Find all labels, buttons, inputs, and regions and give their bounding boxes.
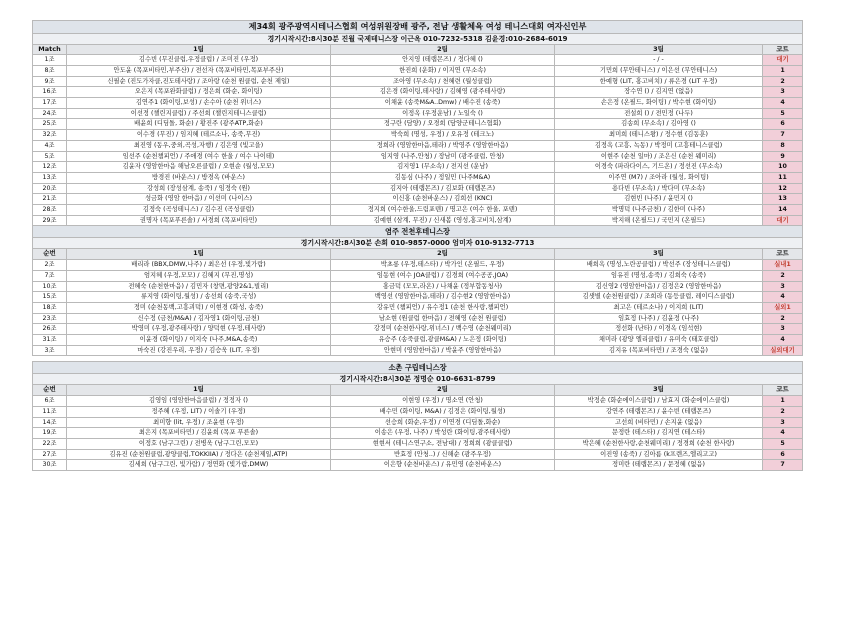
- team2-cell: 정지희 (여수한울,드림포텐) / 명고은 (여수 한울, 포텐): [331, 205, 555, 216]
- court-cell: 11: [763, 172, 803, 183]
- venue-row: [33, 226, 803, 238]
- court-cell: 2: [763, 313, 803, 324]
- court-cell: 2: [763, 270, 803, 281]
- team2-cell: 이송은 (우정, 나주) / 박성란 (화이팅,광주테사랑): [331, 428, 555, 439]
- court-cell: 1: [763, 65, 803, 76]
- court-cell: 1: [763, 396, 803, 407]
- venue-info: 경기시작시간:8시30분 손희 010-9857-0000 엄미자 010-9132-7713: [33, 238, 803, 249]
- team3-cell: 김샛별 (순천원클럽) / 조희라 (동등클럽, 레이디스클럽): [555, 292, 763, 303]
- group-cell: 14조: [33, 417, 67, 428]
- group-cell: 8조: [33, 65, 67, 76]
- table-row: [33, 205, 803, 216]
- draw-table: [32, 20, 803, 471]
- court-cell: 실내1: [763, 260, 803, 271]
- team1-cell: 정미 (순천동백,고흥괴덕) / 이현경 (화성, 송죽): [67, 302, 331, 313]
- team3-cell: - / -: [555, 55, 763, 66]
- column-header: 순번: [33, 249, 67, 260]
- table-row: [33, 130, 803, 141]
- team2-cell: 반효정 (안청..) / 신해순 (광주우정): [331, 449, 555, 460]
- team2-cell: 안지영 (테랩몬즈) / 정다혜 (): [331, 55, 555, 66]
- table-row: [33, 406, 803, 417]
- team2-cell: 김예현 (삼계, 무진) / 신새봄 (영성,홍고비치,삼계): [331, 215, 555, 226]
- team1-cell: 성금화 (영암 한마음) / 이선미 (나이스): [67, 194, 331, 205]
- team3-cell: 정선화 (난타) / 이경옥 (임석현): [555, 324, 763, 335]
- team1-cell: 방경진 (바운스) / 방경옥 (바운스): [67, 172, 331, 183]
- group-cell: 27조: [33, 449, 67, 460]
- column-header: 1팀: [67, 44, 331, 55]
- team1-cell: 안도윤 (목포비타민,부주산) / 전선자 (목포비타민,목포부주산): [67, 65, 331, 76]
- venue-title: 소촌 구립테니스장: [33, 362, 803, 374]
- team1-cell: 권명자 (목포푸른솔) / 서경희 (목포비타민): [67, 215, 331, 226]
- header-row: [33, 385, 803, 396]
- team1-cell: 신필순 (진도가자클,진도테사랑) / 조아랑 (순천 원클럽, 순천 제일): [67, 76, 331, 87]
- team1-cell: 최미향 (lit, 우정) / 조윤현 (우정): [67, 417, 331, 428]
- team3-cell: 김송희 (무소속) / 김아영 (): [555, 119, 763, 130]
- group-cell: 19조: [33, 428, 67, 439]
- court-cell: 실외1: [763, 302, 803, 313]
- team3-cell: 전설희 () / 전민정 (나두): [555, 108, 763, 119]
- column-header: 3팀: [555, 385, 763, 396]
- group-cell: 3조: [33, 345, 67, 356]
- team1-cell: 배리라 (BBX,DMW,나주) / 최은선 (우정,빛가람): [67, 260, 331, 271]
- table-row: [33, 140, 803, 151]
- column-header: 코트: [763, 385, 803, 396]
- court-cell: 4: [763, 98, 803, 109]
- team3-cell: 임유진 (명성,송죽) / 김희숙 (송죽): [555, 270, 763, 281]
- court-cell: 5: [763, 108, 803, 119]
- column-header: 2팀: [331, 44, 555, 55]
- team1-cell: 류지영 (화이팅,월성) / 송선희 (송죽,국성): [67, 292, 331, 303]
- team2-cell: 이정옥 (우정운남) / 노일숙 (): [331, 108, 555, 119]
- team3-cell: 문정란 (테스타) / 김지연 (테스타): [555, 428, 763, 439]
- column-header: 코트: [763, 44, 803, 55]
- column-header: Match: [33, 44, 67, 55]
- team3-cell: 최고은 (테르소나) / 이지희 (LIT): [555, 302, 763, 313]
- court-cell: 9: [763, 151, 803, 162]
- group-cell: 2조: [33, 260, 67, 271]
- team3-cell: 이현주 (순천 일마) / 조은신 (순천 웨미리): [555, 151, 763, 162]
- team2-cell: 박초롱 (우정,테스타) / 박가인 (온필드, 우정): [331, 260, 555, 271]
- table-row: [33, 260, 803, 271]
- table-row: [33, 162, 803, 173]
- info-row: [33, 374, 803, 385]
- team1-cell: 김정숙 (곡성테니스) / 김수진 (곡성클럽): [67, 205, 331, 216]
- court-cell: 3: [763, 281, 803, 292]
- court-cell: 7: [763, 460, 803, 471]
- court-cell: 4: [763, 335, 803, 346]
- column-header: 1팀: [67, 385, 331, 396]
- group-cell: 12조: [33, 162, 67, 173]
- info-row: [33, 238, 803, 249]
- team2-cell: 김동심 (나주) / 정일민 (나주M&A): [331, 172, 555, 183]
- table-row: [33, 281, 803, 292]
- table-row: [33, 215, 803, 226]
- info-row: [33, 33, 803, 44]
- header-row: [33, 249, 803, 260]
- table-row: [33, 324, 803, 335]
- court-cell: 대기: [763, 215, 803, 226]
- team1-cell: 이정호 (남구그린) / 전병욱 (남구그린,모모): [67, 439, 331, 450]
- team1-cell: 엄지혜 (우정,모모) / 김혜지 (무진,명성): [67, 270, 331, 281]
- sheet-title: 제34회 광주광역시테니스협회 여성위원장배 광주, 전남 생활체육 여성 테니스대회 여자신인부: [33, 21, 803, 34]
- column-header: 순번: [33, 385, 67, 396]
- team1-cell: 김세희 (남구그린, 빛가람) / 정연화 (빛가람,DMW): [67, 460, 331, 471]
- team2-cell: 조아영 (무소속) / 천혜련 (월성클럽): [331, 76, 555, 87]
- team1-cell: 전혜숙 (순천한마음) / 김민자 (창면,광양2&1,빌리): [67, 281, 331, 292]
- group-cell: 11조: [33, 406, 67, 417]
- court-cell: 10: [763, 162, 803, 173]
- team1-cell: 김연주1 (화이팅,보성) / 손수아 (순천 위너스): [67, 98, 331, 109]
- team2-cell: 배수민 (화이팅, M&A) / 김정은 (화이팅,월성): [331, 406, 555, 417]
- team2-cell: 임지영 (나주,안청) / 장남미 (광주클럽, 안청): [331, 151, 555, 162]
- group-cell: 13조: [33, 172, 67, 183]
- group-cell: 4조: [33, 140, 67, 151]
- group-cell: 26조: [33, 324, 67, 335]
- team3-cell: 이진영 (송죽) / 김아름 (k프렌즈,엘리고고): [555, 449, 763, 460]
- table-row: [33, 151, 803, 162]
- group-cell: 7조: [33, 270, 67, 281]
- court-cell: 6: [763, 449, 803, 460]
- team2-cell: 정희라 (영암한마음,테라) / 박영주 (영암한마음): [331, 140, 555, 151]
- group-cell: 10조: [33, 281, 67, 292]
- team3-cell: 고선희 (비타민) / 손지윤 (없음): [555, 417, 763, 428]
- team3-cell: 채미라 (광양 엘리클럽) / 유미숙 (태호클럽): [555, 335, 763, 346]
- team2-cell: 홍금덕 (모모,라온) / 나채윤 (정부합동청사): [331, 281, 555, 292]
- group-cell: 1조: [33, 55, 67, 66]
- team3-cell: 임효정 (나주) / 김윤정 (나주): [555, 313, 763, 324]
- group-cell: 20조: [33, 183, 67, 194]
- team2-cell: 이현영 (우정) / 명소연 (안청): [331, 396, 555, 407]
- table-row: [33, 417, 803, 428]
- table-row: [33, 98, 803, 109]
- team2-cell: 유승주 (송죽클럽,광클M&A) / 노은정 (화이팅): [331, 335, 555, 346]
- team2-cell: 이채윤 (송죽M&A..Dmw) / 배수진 (송죽): [331, 98, 555, 109]
- court-cell: 6: [763, 119, 803, 130]
- team3-cell: 김현빈 (나주) / 윤민지 (): [555, 194, 763, 205]
- table-row: [33, 313, 803, 324]
- court-cell: 8: [763, 140, 803, 151]
- court-cell: 4: [763, 428, 803, 439]
- court-cell: 4: [763, 292, 803, 303]
- team1-cell: 배윤희 (디딤돌, 화순) / 황진주 (광주ATP,화순): [67, 119, 331, 130]
- team3-cell: 박명덕 (나주금천) / 김한미 (나주): [555, 205, 763, 216]
- team1-cell: 김수빈 (무진클럽,우정클럽) / 조미진 (우정): [67, 55, 331, 66]
- group-cell: 15조: [33, 292, 67, 303]
- group-cell: 18조: [33, 302, 67, 313]
- court-cell: 14: [763, 205, 803, 216]
- table-row: [33, 270, 803, 281]
- table-row: [33, 87, 803, 98]
- court-cell: 3: [763, 87, 803, 98]
- group-cell: 24조: [33, 108, 67, 119]
- team3-cell: 정미란 (테랩몬즈) / 문정혜 (없음): [555, 460, 763, 471]
- group-cell: 29조: [33, 215, 67, 226]
- group-cell: 6조: [33, 396, 67, 407]
- table-row: [33, 55, 803, 66]
- group-cell: 32조: [33, 130, 67, 141]
- column-header: 2팀: [331, 385, 555, 396]
- table-row: [33, 345, 803, 356]
- group-cell: 5조: [33, 151, 67, 162]
- column-header: 3팀: [555, 44, 763, 55]
- team2-cell: 백영선 (영암한마음,테라) / 김수현2 (영암한마음): [331, 292, 555, 303]
- court-cell: 12: [763, 183, 803, 194]
- column-header: 1팀: [67, 249, 331, 260]
- team1-cell: 이수경 (무진) / 임지혜 (테르소나, 송죽,무진): [67, 130, 331, 141]
- team3-cell: 최미희 (테니스왕) / 정수현 (김동훈): [555, 130, 763, 141]
- team2-cell: 김지영1 (무소속) / 전지선 (운남): [331, 162, 555, 173]
- team3-cell: 박정순 (화순에이스클럽) / 남효지 (화순에이스클럽): [555, 396, 763, 407]
- group-cell: 28조: [33, 205, 67, 216]
- table-row: [33, 428, 803, 439]
- team2-cell: 안현미 (영암한마음) / 박윤주 (영암한마음): [331, 345, 555, 356]
- group-cell: 21조: [33, 194, 67, 205]
- table-row: [33, 76, 803, 87]
- table-row: [33, 194, 803, 205]
- team1-cell: 신수정 (금천/M&A) / 김자영1 (화이팅,금천): [67, 313, 331, 324]
- table-row: [33, 335, 803, 346]
- team2-cell: 이신홍 (순천바운스) / 김희선 (KNC): [331, 194, 555, 205]
- team2-cell: 이은향 (순천바운스) / 유민영 (순천바운스): [331, 460, 555, 471]
- venue-title: 염주 전천후테니스장: [33, 226, 803, 238]
- team1-cell: 최은지 (목포비타민) / 김윤희 (목포 푸른솔): [67, 428, 331, 439]
- venue-info: 경기시작시간:8시30분 정명순 010-6631-8799: [33, 374, 803, 385]
- table-row: [33, 460, 803, 471]
- table-row: [33, 396, 803, 407]
- team2-cell: 남소현 (원클럽 한마음) / 전혜영 (순천 원클럽): [331, 313, 555, 324]
- group-cell: 31조: [33, 335, 67, 346]
- team3-cell: 박지해 (온필드) / 국민지 (온필드): [555, 215, 763, 226]
- court-cell: 13: [763, 194, 803, 205]
- venue-info: 경기시작시간:8시30분 진월 국제테니스장 이근옥 010-7232-5318 김윤경:010-2684-6019: [33, 33, 803, 44]
- team3-cell: 한예형 (LIT, 홍고비치) / 류은경 (LIT 우정): [555, 76, 763, 87]
- table-row: [33, 108, 803, 119]
- team3-cell: 김정옥 (고흥, 녹동) / 박정미 (고흥테니스클럽): [555, 140, 763, 151]
- team2-cell: 정구란 (담양) / 오경희 (담양군테니스협회): [331, 119, 555, 130]
- column-header: 2팀: [331, 249, 555, 260]
- court-cell: 3: [763, 324, 803, 335]
- team3-cell: 이주연 (M7) / 조아라 (월성, 화이팅): [555, 172, 763, 183]
- team1-cell: 임선주 (순천챔피언) / 주애경 (여수 한울 / 여수 나이테): [67, 151, 331, 162]
- team2-cell: 임동현 (여수 JOA클럽) / 김경희 (여수공공,JOA): [331, 270, 555, 281]
- court-cell: 5: [763, 439, 803, 450]
- table-row: [33, 172, 803, 183]
- court-cell: 2: [763, 406, 803, 417]
- team3-cell: 배희옥 (명성,노란공클럽) / 박선주 (장성테니스클럽): [555, 260, 763, 271]
- draw-sheet: [32, 20, 802, 471]
- venue-row: [33, 362, 803, 374]
- team1-cell: 정주혜 (우정, LIT) / 이솔기 (우정): [67, 406, 331, 417]
- table-row: [33, 449, 803, 460]
- group-cell: 22조: [33, 439, 67, 450]
- team2-cell: 박숙희 (명성, 우정) / 오유정 (테크노): [331, 130, 555, 141]
- court-cell: 7: [763, 130, 803, 141]
- team3-cell: 장수연 () / 김지연 (없음): [555, 87, 763, 98]
- team1-cell: 김유진 (순천원클럽,광양클럽,TOKKIIA) / 정다은 (순천제일,ATP): [67, 449, 331, 460]
- table-row: [33, 439, 803, 450]
- table-row: [33, 119, 803, 130]
- group-cell: 23조: [33, 313, 67, 324]
- court-cell: 실외대기: [763, 345, 803, 356]
- team3-cell: 김지유 (목포비타민) / 조경숙 (없음): [555, 345, 763, 356]
- team2-cell: 현현서 (테니스연구소, 전남대) / 정희희 (광클클럽): [331, 439, 555, 450]
- team2-cell: 김지아 (테랩몬즈) / 김보화 (테랩몬즈): [331, 183, 555, 194]
- team1-cell: 김영임 (영암한마음클럽) / 정정자 (): [67, 396, 331, 407]
- table-row: [33, 183, 803, 194]
- team1-cell: 강성희 (장성삼계, 송죽) / 임정숙 (원): [67, 183, 331, 194]
- group-cell: 9조: [33, 76, 67, 87]
- team2-cell: 한진희 (운화) / 이지연 (무소속): [331, 65, 555, 76]
- team2-cell: 강유민 (챔피언) / 유수정1 (순천 한사랑,챔피언): [331, 302, 555, 313]
- team3-cell: 용다빈 (무소속) / 박다미 (무소속): [555, 183, 763, 194]
- group-cell: 25조: [33, 119, 67, 130]
- team3-cell: 기민희 (무안테니스) / 이은선 (무안테니스): [555, 65, 763, 76]
- team3-cell: 이경숙 (파라다이스, 기드온) / 정선진 (무소속): [555, 162, 763, 173]
- table-row: [33, 292, 803, 303]
- team2-cell: 김은경 (화이팅,테사랑) / 김혜영 (광주테사랑): [331, 87, 555, 98]
- team1-cell: 박영미 (우정,광주테사랑) / 양덕현 (우정,테사랑): [67, 324, 331, 335]
- court-cell: 2: [763, 76, 803, 87]
- court-cell: 3: [763, 417, 803, 428]
- team1-cell: 이선정 (챌린지클럽) / 주선희 (챌린지테니스클럽): [67, 108, 331, 119]
- table-row: [33, 302, 803, 313]
- table-row: [33, 65, 803, 76]
- group-cell: 16조: [33, 87, 67, 98]
- group-cell: 17조: [33, 98, 67, 109]
- header-row: [33, 44, 803, 55]
- group-cell: 30조: [33, 460, 67, 471]
- column-header: 코트: [763, 249, 803, 260]
- team2-cell: 선승희 (화순,우정) / 이연경 (디딤돌,화순): [331, 417, 555, 428]
- team1-cell: 오은지 (목포완화클럽) / 정은희 (화순, 화이팅): [67, 87, 331, 98]
- team2-cell: 강정미 (순천한사랑,위너스) / 백수영 (순천웨미리): [331, 324, 555, 335]
- team3-cell: 박은혜 (순천한사랑,순천웨미리) / 정경희 (순천 한사랑): [555, 439, 763, 450]
- team3-cell: 김신영2 (영암한마음) / 김정은2 (영암한마음): [555, 281, 763, 292]
- team3-cell: 강연주 (테랩몬즈) / 윤수빈 (테랩몬즈): [555, 406, 763, 417]
- team3-cell: 손은정 (온필드, 화이팅) / 박수현 (화이팅): [555, 98, 763, 109]
- column-header: 3팀: [555, 249, 763, 260]
- team1-cell: 김윤자 (영암한마음 해남오른클럽) / 오현순 (월성,모모): [67, 162, 331, 173]
- team1-cell: 최진영 (동우,중외,곡성,자행) / 김은영 (빛고을): [67, 140, 331, 151]
- team1-cell: 이윤경 (화이팅) / 이지숙 (나주,M&A,송죽): [67, 335, 331, 346]
- court-cell: 대기: [763, 55, 803, 66]
- team1-cell: 마숙진 (강진우리, 우정) / 김승욱 (LIT, 우정): [67, 345, 331, 356]
